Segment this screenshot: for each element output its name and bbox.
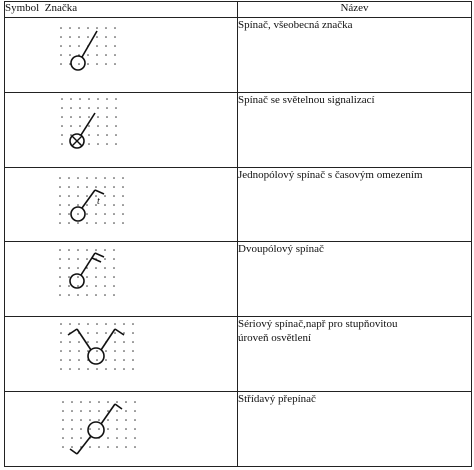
name-cell (238, 92, 472, 167)
grid-dot (132, 359, 134, 361)
grid-dot (134, 437, 136, 439)
grid-dot (134, 446, 136, 448)
grid-dot (105, 27, 107, 29)
grid-dot (107, 437, 109, 439)
grid-dot (59, 277, 61, 279)
grid-dot (104, 286, 106, 288)
grid-dot (123, 332, 125, 334)
name-line: úroveň osvětlení (238, 332, 312, 345)
grid-dot (115, 116, 117, 118)
grid-dot (77, 295, 79, 297)
grid-dot (88, 134, 90, 136)
grid-dot (122, 195, 124, 197)
grid-dot (116, 437, 118, 439)
grid-dot (78, 27, 80, 29)
grid-dot (78, 36, 80, 38)
grid-dot (106, 125, 108, 127)
name-line: Jednopólový spínač s časovým omezením (238, 168, 423, 181)
grid-dot (96, 54, 98, 56)
grid-dot (69, 323, 71, 325)
grid-dot (61, 116, 63, 118)
grid-dot (96, 323, 98, 325)
grid-dot (105, 323, 107, 325)
grid-dot (86, 186, 88, 188)
nazev-column-header: Název (238, 2, 472, 18)
grid-dot (80, 410, 82, 412)
table-row (5, 392, 472, 467)
grid-dot (59, 177, 61, 179)
grid-dot (68, 268, 70, 270)
grid-dot (87, 341, 89, 343)
grid-dot (77, 286, 79, 288)
grid-dot (62, 410, 64, 412)
grid-dot (88, 98, 90, 100)
grid-dot (96, 63, 98, 65)
timer-mark: t (97, 195, 100, 207)
grid-dot (61, 143, 63, 145)
grid-dot (69, 341, 71, 343)
grid-dot (114, 350, 116, 352)
grid-dot (95, 186, 97, 188)
grid-dot (113, 268, 115, 270)
symbol-cell (5, 392, 238, 467)
grid-dot (122, 213, 124, 215)
grid-dot (98, 446, 100, 448)
grid-dot (86, 250, 88, 252)
grid-dot (77, 195, 79, 197)
grid-dot (68, 195, 70, 197)
grid-dot (59, 259, 61, 261)
grid-dot (95, 295, 97, 297)
grid-dot (113, 286, 115, 288)
grid-dot (115, 107, 117, 109)
grid-dot (79, 98, 81, 100)
grid-dot (62, 446, 64, 448)
grid-dot (68, 204, 70, 206)
grid-dot (60, 45, 62, 47)
grid-dot (96, 368, 98, 370)
dot-grid (62, 401, 136, 448)
grid-dot (77, 250, 79, 252)
grid-dot (80, 401, 82, 403)
grid-dot (115, 125, 117, 127)
switch-double-pole-icon (5, 242, 238, 308)
grid-dot (61, 107, 63, 109)
grid-dot (59, 286, 61, 288)
grid-dot (78, 63, 80, 65)
table-row (5, 167, 472, 242)
grid-dot (68, 177, 70, 179)
grid-dot (59, 268, 61, 270)
grid-dot (59, 204, 61, 206)
grid-dot (87, 368, 89, 370)
grid-dot (113, 204, 115, 206)
grid-dot (86, 259, 88, 261)
table-row (5, 242, 472, 317)
grid-dot (79, 107, 81, 109)
grid-dot (107, 428, 109, 430)
grid-dot (59, 295, 61, 297)
grid-dot (59, 195, 61, 197)
grid-dot (95, 177, 97, 179)
grid-dot (60, 27, 62, 29)
grid-dot (78, 350, 80, 352)
grid-dot (96, 341, 98, 343)
grid-dot (68, 186, 70, 188)
dot-grid (59, 177, 124, 224)
grid-dot (69, 54, 71, 56)
grid-dot (60, 350, 62, 352)
switch-series-icon (5, 317, 238, 383)
grid-dot (104, 213, 106, 215)
grid-dot (105, 36, 107, 38)
grid-dot (123, 359, 125, 361)
symbol-cell (5, 242, 238, 317)
name-line: Střídavý přepínač (238, 393, 316, 406)
grid-dot (89, 446, 91, 448)
grid-dot (114, 36, 116, 38)
switch-general-icon (5, 18, 238, 84)
grid-dot (114, 323, 116, 325)
grid-dot (88, 116, 90, 118)
name-line: Sériový spínač,např pro stupňovitou (238, 318, 398, 331)
grid-dot (125, 401, 127, 403)
grid-dot (70, 116, 72, 118)
grid-dot (106, 98, 108, 100)
grid-dot (60, 63, 62, 65)
grid-dot (70, 98, 72, 100)
grid-dot (68, 295, 70, 297)
grid-dot (77, 204, 79, 206)
grid-dot (96, 359, 98, 361)
grid-dot (77, 186, 79, 188)
grid-dot (60, 359, 62, 361)
grid-dot (114, 341, 116, 343)
grid-dot (78, 45, 80, 47)
grid-dot (105, 350, 107, 352)
grid-dot (70, 107, 72, 109)
grid-dot (104, 277, 106, 279)
grid-dot (77, 259, 79, 261)
grid-dot (69, 350, 71, 352)
table-row (5, 17, 472, 92)
grid-dot (97, 98, 99, 100)
grid-dot (96, 350, 98, 352)
grid-dot (59, 213, 61, 215)
grid-dot (107, 401, 109, 403)
grid-dot (98, 428, 100, 430)
grid-dot (60, 332, 62, 334)
grid-dot (125, 446, 127, 448)
switch-signal-lamp-icon (5, 93, 238, 159)
grid-dot (71, 446, 73, 448)
grid-dot (97, 125, 99, 127)
grid-dot (78, 323, 80, 325)
grid-dot (71, 410, 73, 412)
grid-dot (87, 323, 89, 325)
grid-dot (98, 410, 100, 412)
grid-dot (60, 323, 62, 325)
grid-dot (132, 350, 134, 352)
grid-dot (113, 195, 115, 197)
grid-dot (87, 332, 89, 334)
switch-single-pole-timer-icon (5, 168, 238, 234)
grid-dot (114, 27, 116, 29)
grid-dot (113, 177, 115, 179)
name-cell (238, 17, 472, 92)
grid-dot (125, 419, 127, 421)
grid-dot (95, 268, 97, 270)
dot-grid (60, 323, 134, 370)
grid-dot (134, 410, 136, 412)
grid-dot (115, 98, 117, 100)
symbols-table (4, 1, 472, 467)
grid-dot (59, 222, 61, 224)
grid-dot (69, 36, 71, 38)
grid-dot (125, 410, 127, 412)
name-line: Spínač se světelnou signalizací (238, 93, 375, 106)
grid-dot (107, 419, 109, 421)
grid-dot (79, 125, 81, 127)
grid-dot (106, 107, 108, 109)
grid-dot (89, 410, 91, 412)
table-header-row (5, 2, 472, 18)
grid-dot (71, 428, 73, 430)
grid-dot (104, 204, 106, 206)
grid-dot (105, 368, 107, 370)
grid-dot (104, 222, 106, 224)
grid-dot (113, 277, 115, 279)
grid-dot (88, 125, 90, 127)
grid-dot (122, 222, 124, 224)
grid-dot (96, 36, 98, 38)
grid-dot (116, 428, 118, 430)
name-line: Dvoupólový spínač (238, 243, 324, 256)
grid-dot (68, 259, 70, 261)
symbol-column-header (5, 2, 238, 18)
grid-dot (69, 27, 71, 29)
grid-dot (114, 359, 116, 361)
grid-dot (86, 195, 88, 197)
switch-changeover-icon (5, 392, 238, 458)
grid-dot (69, 368, 71, 370)
grid-dot (132, 323, 134, 325)
grid-dot (62, 419, 64, 421)
grid-dot (86, 295, 88, 297)
grid-dot (125, 428, 127, 430)
grid-dot (61, 98, 63, 100)
grid-dot (105, 359, 107, 361)
name-cell (238, 167, 472, 242)
grid-dot (60, 54, 62, 56)
grid-dot (132, 341, 134, 343)
grid-dot (97, 134, 99, 136)
znacka-header-label: Značka (44, 2, 78, 14)
grid-dot (106, 116, 108, 118)
grid-dot (78, 359, 80, 361)
dot-grid (59, 250, 115, 297)
grid-dot (116, 401, 118, 403)
grid-dot (115, 134, 117, 136)
grid-dot (96, 332, 98, 334)
grid-dot (116, 410, 118, 412)
grid-dot (89, 401, 91, 403)
grid-dot (97, 107, 99, 109)
grid-dot (132, 368, 134, 370)
grid-dot (116, 419, 118, 421)
grid-dot (105, 45, 107, 47)
grid-dot (86, 277, 88, 279)
grid-dot (77, 177, 79, 179)
grid-dot (71, 401, 73, 403)
grid-dot (69, 45, 71, 47)
grid-dot (104, 259, 106, 261)
grid-dot (86, 177, 88, 179)
grid-dot (114, 45, 116, 47)
grid-dot (122, 177, 124, 179)
grid-dot (89, 419, 91, 421)
grid-dot (104, 250, 106, 252)
grid-dot (68, 277, 70, 279)
grid-dot (122, 204, 124, 206)
grid-dot (62, 401, 64, 403)
grid-dot (114, 332, 116, 334)
grid-dot (77, 222, 79, 224)
grid-dot (70, 125, 72, 127)
grid-dot (77, 277, 79, 279)
grid-dot (104, 177, 106, 179)
grid-dot (114, 63, 116, 65)
grid-dot (113, 259, 115, 261)
grid-dot (113, 186, 115, 188)
grid-dot (123, 323, 125, 325)
grid-dot (88, 107, 90, 109)
grid-dot (62, 437, 64, 439)
grid-dot (68, 286, 70, 288)
grid-dot (96, 27, 98, 29)
grid-dot (97, 116, 99, 118)
grid-dot (88, 143, 90, 145)
grid-dot (106, 134, 108, 136)
grid-dot (134, 428, 136, 430)
grid-dot (105, 332, 107, 334)
grid-dot (69, 359, 71, 361)
grid-dot (123, 341, 125, 343)
symbol-cell (5, 17, 238, 92)
grid-dot (106, 143, 108, 145)
symbol-cell (5, 317, 238, 392)
grid-dot (95, 286, 97, 288)
grid-dot (123, 350, 125, 352)
name-line: Spínač, všeobecná značka (238, 18, 353, 31)
grid-dot (104, 186, 106, 188)
grid-dot (78, 368, 80, 370)
name-cell (238, 392, 472, 467)
grid-dot (87, 63, 89, 65)
grid-dot (107, 446, 109, 448)
grid-dot (113, 250, 115, 252)
grid-dot (68, 222, 70, 224)
grid-dot (86, 213, 88, 215)
grid-dot (80, 419, 82, 421)
name-cell (238, 242, 472, 317)
grid-dot (62, 428, 64, 430)
grid-dot (60, 368, 62, 370)
grid-dot (104, 295, 106, 297)
grid-dot (78, 341, 80, 343)
grid-dot (104, 268, 106, 270)
grid-dot (114, 368, 116, 370)
grid-dot (59, 250, 61, 252)
grid-dot (86, 204, 88, 206)
grid-dot (68, 213, 70, 215)
grid-dot (123, 368, 125, 370)
symbol-header-label: Symbol (5, 2, 40, 14)
grid-dot (95, 250, 97, 252)
grid-dot (113, 295, 115, 297)
grid-dot (122, 186, 124, 188)
grid-dot (107, 410, 109, 412)
grid-dot (134, 419, 136, 421)
grid-dot (86, 222, 88, 224)
grid-dot (61, 134, 63, 136)
grid-dot (89, 428, 91, 430)
grid-dot (60, 36, 62, 38)
grid-dot (71, 437, 73, 439)
table-row (5, 92, 472, 167)
grid-dot (105, 63, 107, 65)
grid-dot (71, 419, 73, 421)
grid-dot (59, 186, 61, 188)
grid-dot (114, 54, 116, 56)
grid-dot (104, 195, 106, 197)
grid-dot (77, 268, 79, 270)
symbol-cell (5, 92, 238, 167)
grid-dot (115, 143, 117, 145)
grid-dot (87, 27, 89, 29)
grid-dot (97, 143, 99, 145)
grid-dot (95, 222, 97, 224)
symbol-cell (5, 167, 238, 242)
grid-dot (96, 45, 98, 47)
grid-dot (95, 213, 97, 215)
grid-dot (87, 36, 89, 38)
grid-dot (98, 401, 100, 403)
grid-dot (61, 125, 63, 127)
grid-dot (77, 213, 79, 215)
grid-dot (134, 401, 136, 403)
grid-dot (113, 222, 115, 224)
grid-dot (80, 437, 82, 439)
name-cell (238, 317, 472, 392)
grid-dot (87, 54, 89, 56)
grid-dot (116, 446, 118, 448)
grid-dot (86, 286, 88, 288)
grid-dot (113, 213, 115, 215)
grid-dot (68, 250, 70, 252)
grid-dot (132, 332, 134, 334)
table-row (5, 317, 472, 392)
grid-dot (125, 437, 127, 439)
grid-dot (79, 116, 81, 118)
grid-dot (80, 428, 82, 430)
grid-dot (105, 54, 107, 56)
grid-dot (98, 419, 100, 421)
grid-dot (60, 341, 62, 343)
grid-dot (95, 277, 97, 279)
